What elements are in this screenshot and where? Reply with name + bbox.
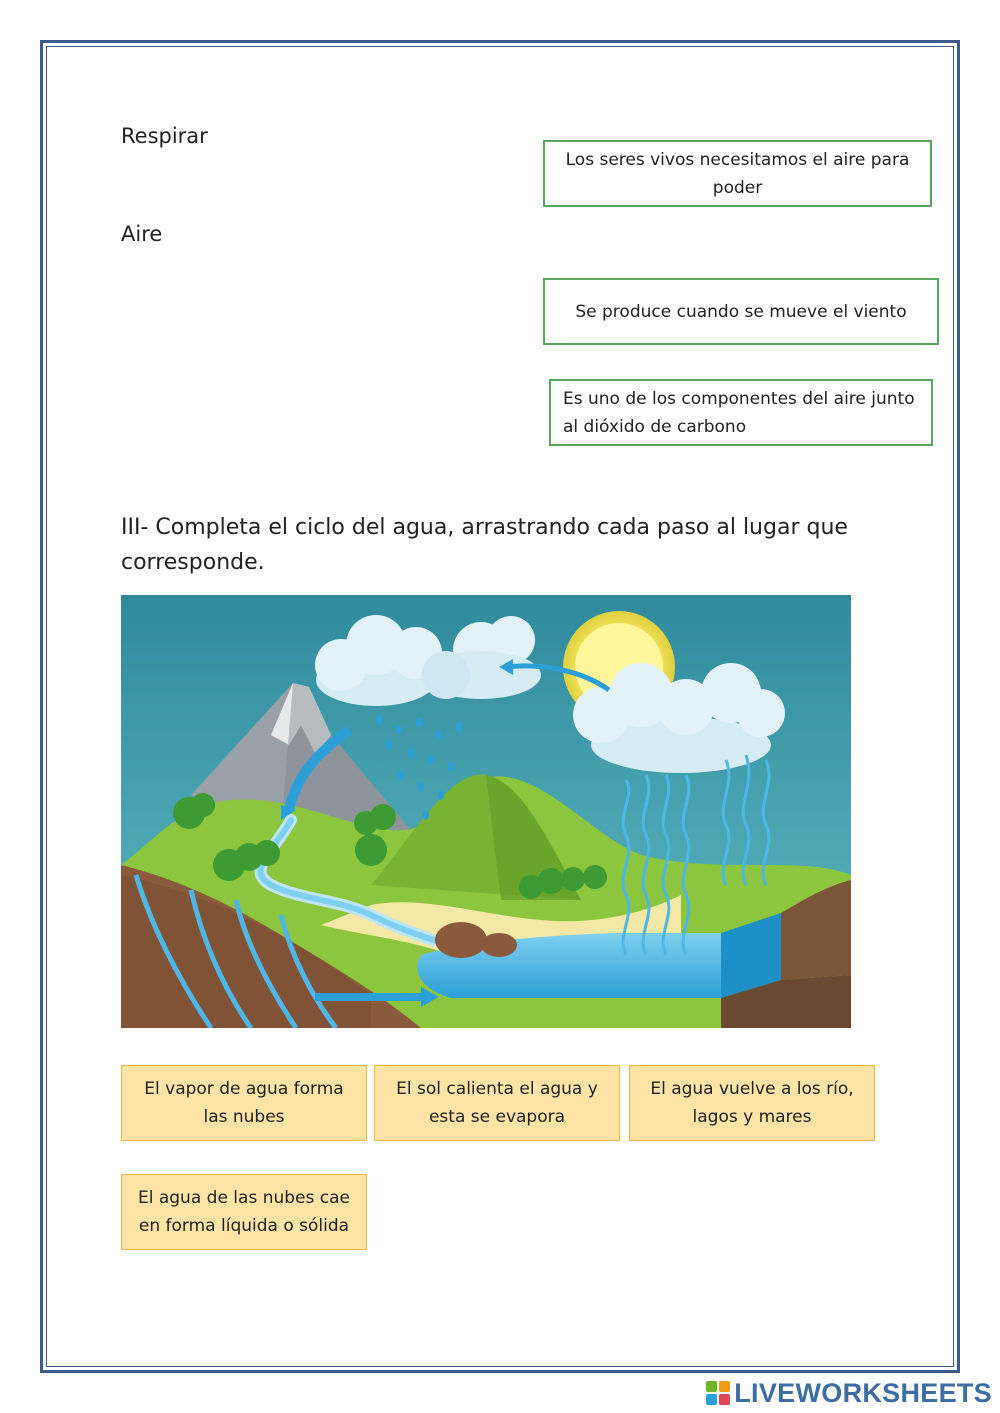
logo-text: LIVEWORKSHEETS xyxy=(734,1377,992,1408)
step-card-precipitation[interactable] xyxy=(121,1174,367,1250)
definition-box-1[interactable] xyxy=(543,140,932,207)
step-text: El agua de las nubes cae en forma líquida o sólida xyxy=(137,1188,350,1236)
step-text: El agua vuelve a los río, lagos y mares xyxy=(650,1079,854,1127)
definition-text: Es uno de los componentes del aire junto al dióxido de carbono xyxy=(563,388,915,437)
logo-blocks-icon xyxy=(706,1381,730,1405)
instructions-heading: III- Completa el ciclo del agua, arrastrando cada paso al lugar que corresponde. xyxy=(121,515,848,575)
liveworksheets-logo xyxy=(706,1376,992,1410)
water-cycle-illustration[interactable] xyxy=(121,595,851,1028)
step-text: El vapor de agua forma las nubes xyxy=(144,1079,344,1127)
word-respirar: Respirar xyxy=(121,124,208,148)
definition-text: Los seres vivos necesitamos el aire para poder xyxy=(565,149,910,198)
water-cycle-scene xyxy=(121,595,851,1028)
step-text: El sol calienta el agua y esta se evapora xyxy=(396,1079,598,1127)
definition-box-3[interactable] xyxy=(549,379,933,446)
step-card-evaporation[interactable] xyxy=(374,1065,620,1141)
step-card-clouds[interactable] xyxy=(121,1065,367,1141)
definition-box-2[interactable] xyxy=(543,278,939,345)
word-aire: Aire xyxy=(121,222,163,246)
step-card-return[interactable] xyxy=(629,1065,875,1141)
definition-text: Se produce cuando se mueve el viento xyxy=(575,301,907,322)
